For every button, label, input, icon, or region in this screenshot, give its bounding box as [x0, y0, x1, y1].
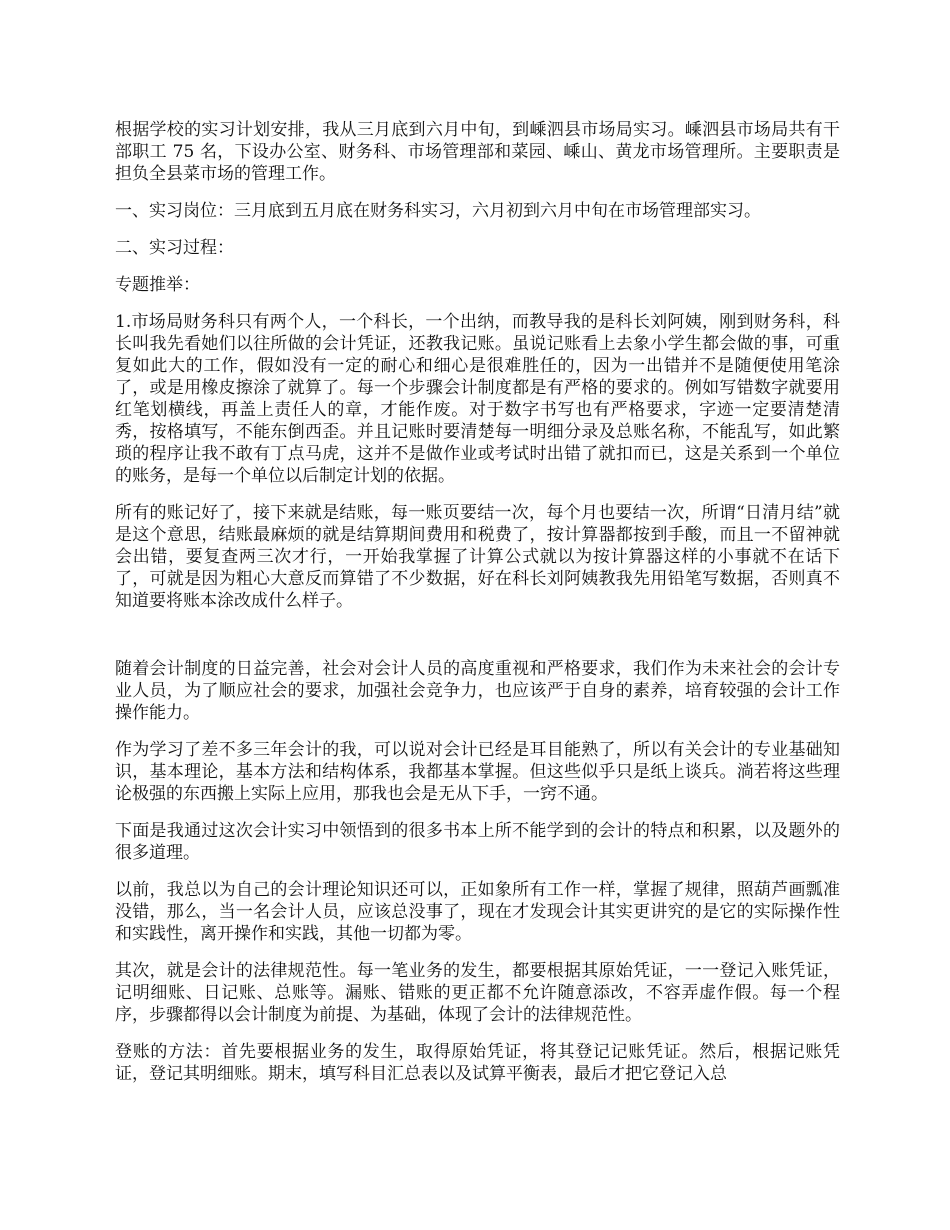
paragraph-finance-bookkeeping: 1.市场局财务科只有两个人，一个科长，一个出纳，而教导我的是科长刘阿姨，刚到财务科，科长叫我先看她们以往所做的会计凭证，还教我记账。虽说记账看上去象小学生都会做的事，可重复如此大的工作，假如没有一定的耐心和细心是很难胜任的，因为一出错并不是随便使用笔涂了，或是用橡皮擦涂了就算了。每一个步骤会计制度都是有严格的要求的。例如写错数字就要用红笔划横线，再盖上责任人的章，才能作废。对于数字书写也有严格要求，字迹一定要清楚清秀，按格填写，不能东倒西歪。并且记账时要清楚每一明细分录及总账名称，不能乱写，如此繁琐的程序让我不敢有丁点马虎，这并不是做作业或考试时出错了就扣而已，这是关系到一个单位的账务，是每一个单位以后制定计划的依据。 — [115, 312, 840, 486]
paragraph-internship-overview: 根据学校的实习计划安排，我从三月底到六月中旬，到嵊泗县市场局实习。嵊泗县市场局共有干部职工 75 名，下设办公室、财务科、市场管理部和菜园、嵊山、黄龙市场管理所。主要职责是担负全县菜市场的管理工作。 — [115, 120, 840, 184]
paragraph-internship-process-heading: 二、实习过程： — [115, 238, 234, 258]
paragraph-practice-importance: 以前，我总以为自己的会计理论知识还可以，正如象所有工作一样，掌握了规律，照葫芦画瓢准没错，那么，当一名会计人员，应该总没事了，现在才发现会计其实更讲究的是它的实际操作性和实践性，离开操作和实践，其他一切都为零。 — [115, 880, 840, 944]
paragraph-lessons-learned: 下面是我通过这次会计实习中领悟到的很多书本上所不能学到的会计的特点和积累，以及题外的很多道理。 — [115, 821, 840, 863]
paragraph-topic-heading: 专题推举： — [115, 275, 200, 295]
paragraph-legal-normativity: 其次，就是会计的法律规范性。每一笔业务的发生，都要根据其原始凭证，一一登记入账凭证，记明细账、日记账、总账等。漏账、错账的更正都不允许随意添改，不容弄虚作假。每一个程序，步骤都得以会计制度为前提、为基础，体现了会计的法律规范性。 — [115, 961, 840, 1025]
paragraph-closing-accounts: 所有的账记好了，接下来就是结账，每一账页要结一次，每个月也要结一次，所谓“日清月结”就是这个意思，结账最麻烦的就是结算期间费用和税费了，按计算器都按到手酸，而且一不留神就会出错，要复查两三次才行，一开始我掌握了计算公式就以为按计算器这样的小事就不在话下了，可就是因为粗心大意反而算错了不少数据，好在科长刘阿姨教我先用铅笔写数据，否则真不知道要将账本涂改成什么样子。 — [115, 503, 840, 611]
document-body — [115, 119, 840, 1100]
paragraph-three-years-study: 作为学习了差不多三年会计的我，可以说对会计已经是耳目能熟了，所以有关会计的专业基础知识，基本理论，基本方法和结构体系，我都基本掌握。但这些似乎只是纸上谈兵。淌若将这些理论极强的东西搬上实际上应用，那我也会是无从下手，一窍不通。 — [115, 740, 840, 804]
paragraph-internship-position: 一、实习岗位：三月底到五月底在财务科实习，六月初到六月中旬在市场管理部实习。 — [115, 201, 761, 221]
paragraph-accounting-system: 随着会计制度的日益完善，社会对会计人员的高度重视和严格要求，我们作为未来社会的会计专业人员，为了顺应社会的要求，加强社会竞争力，也应该严于自身的素养，培育较强的会计工作操作能力。 — [115, 659, 840, 723]
paragraph-bookkeeping-method: 登账的方法：首先要根据业务的发生，取得原始凭证，将其登记记账凭证。然后，根据记账凭证，登记其明细账。期末，填写科目汇总表以及试算平衡表，最后才把它登记入总 — [115, 1042, 840, 1084]
